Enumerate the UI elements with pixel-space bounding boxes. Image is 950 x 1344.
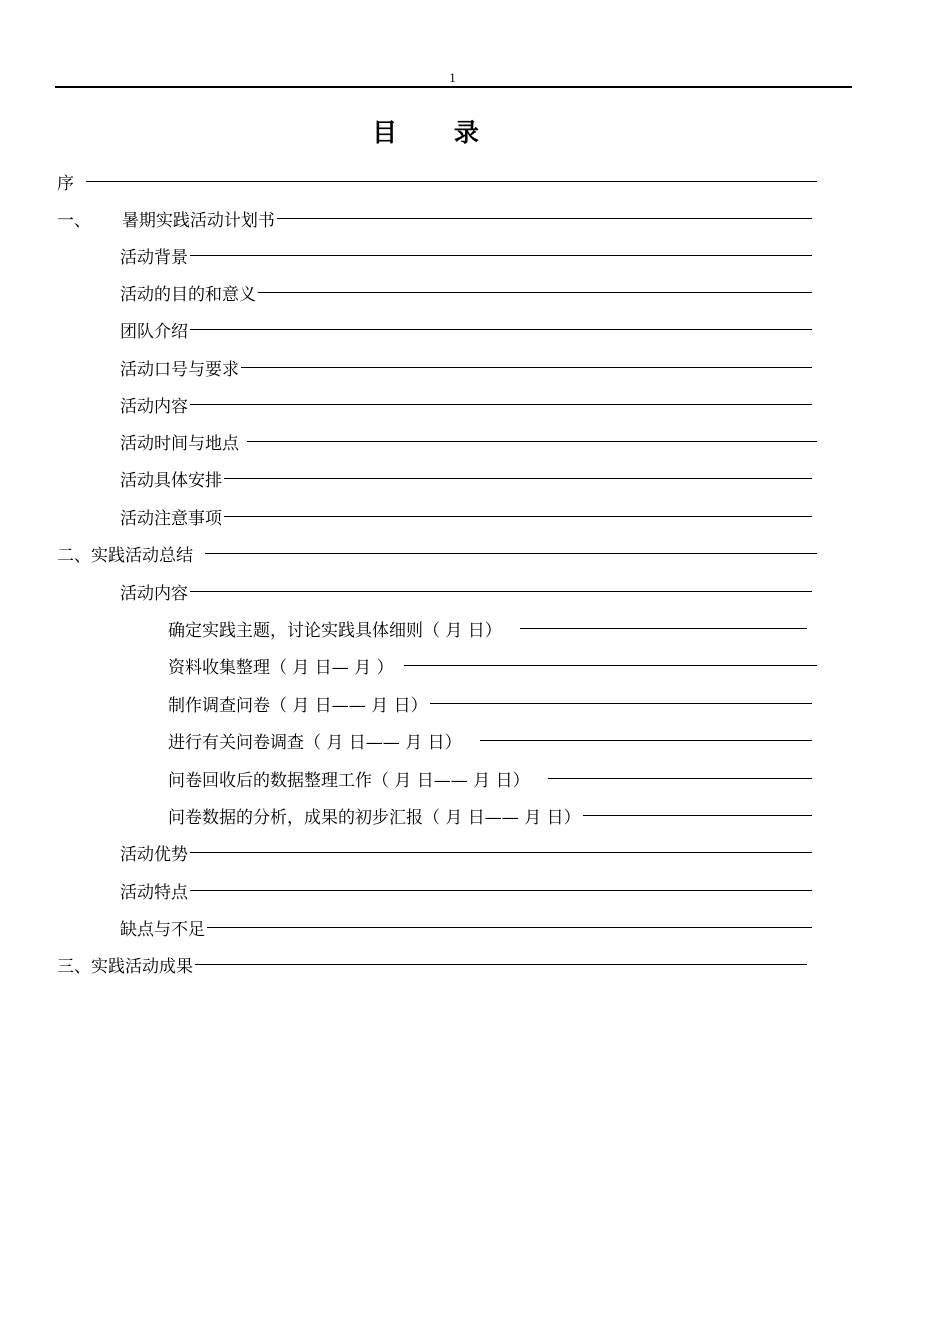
- toc-leader: [190, 890, 812, 891]
- toc-entry-label: 活动具体安排: [120, 470, 222, 491]
- toc-entry[interactable]: [120, 909, 812, 945]
- toc-leader: [247, 441, 817, 442]
- toc-entry-label: 活动内容: [120, 583, 188, 604]
- toc-entry[interactable]: [168, 610, 807, 646]
- toc-entry-label: 三、实践活动成果: [57, 956, 193, 977]
- toc-leader: [404, 665, 817, 666]
- toc-leader: [241, 367, 812, 368]
- toc-entry[interactable]: [120, 460, 812, 496]
- toc-leader: [548, 778, 812, 779]
- toc-leader: [190, 329, 812, 330]
- toc-entry-label: 二、实践活动总结: [57, 545, 193, 566]
- toc-leader: [205, 553, 817, 554]
- toc-leader: [190, 255, 812, 256]
- toc-entry-label: 活动注意事项: [120, 508, 222, 529]
- toc-entry[interactable]: [120, 834, 812, 870]
- toc-entry-section-2[interactable]: [57, 535, 817, 571]
- toc-entry[interactable]: [168, 647, 817, 683]
- toc-entry[interactable]: [120, 498, 812, 534]
- toc-entry[interactable]: [120, 311, 812, 347]
- toc-entry[interactable]: [168, 685, 812, 721]
- toc-entry-label: 活动背景: [120, 247, 188, 268]
- page-title: 目 录: [372, 118, 503, 147]
- toc-entry-label: 活动特点: [120, 882, 188, 903]
- toc-entry-label: 制作调查问卷（ 月 日—— 月 日）: [168, 695, 428, 716]
- toc-leader: [190, 404, 812, 405]
- toc-leader: [258, 292, 812, 293]
- toc-entry[interactable]: [120, 386, 812, 422]
- page-number: 1: [449, 70, 456, 85]
- toc-entry-section-1[interactable]: [57, 200, 812, 236]
- toc-entry-label: 资料收集整理（ 月 日— 月 ）: [168, 657, 394, 678]
- toc-leader: [195, 964, 807, 965]
- toc-entry[interactable]: [168, 722, 812, 758]
- toc-entry-label: 团队介绍: [120, 321, 188, 342]
- toc-entry[interactable]: [168, 797, 812, 833]
- toc-entry[interactable]: [120, 872, 812, 908]
- toc-leader: [207, 927, 812, 928]
- toc-leader: [86, 181, 817, 182]
- toc-entry[interactable]: [120, 349, 812, 385]
- toc-entry[interactable]: [120, 423, 817, 459]
- toc-entry-label: 进行有关问卷调查（ 月 日—— 月 日）: [168, 732, 462, 753]
- toc-entry-section-3[interactable]: [57, 946, 807, 982]
- toc-entry-label: 缺点与不足: [120, 919, 205, 940]
- toc-leader: [430, 703, 812, 704]
- toc-entry-label: 活动口号与要求: [120, 359, 239, 380]
- toc-leader: [520, 628, 807, 629]
- toc-leader: [190, 591, 812, 592]
- toc-entry-preface[interactable]: [57, 163, 817, 199]
- toc-entry[interactable]: [120, 573, 812, 609]
- toc-entry[interactable]: [120, 274, 812, 310]
- toc-entry-label: 一、 暑期实践活动计划书: [57, 210, 275, 231]
- header-rule: [55, 86, 852, 88]
- toc-leader: [277, 218, 812, 219]
- toc-leader: [224, 478, 812, 479]
- toc-entry[interactable]: [120, 237, 812, 273]
- toc-entry-label: 活动优势: [120, 844, 188, 865]
- toc-entry-label: 活动内容: [120, 396, 188, 417]
- toc-entry[interactable]: [168, 760, 812, 796]
- toc-entry-label: 序: [57, 173, 74, 194]
- toc-entry-label: 活动时间与地点: [120, 433, 239, 454]
- toc-leader: [583, 815, 812, 816]
- toc-entry-label: 确定实践主题，讨论实践具体细则（ 月 日）: [168, 620, 502, 641]
- toc-entry-label: 活动的目的和意义: [120, 284, 256, 305]
- toc-leader: [224, 516, 812, 517]
- toc-leader: [190, 852, 812, 853]
- toc-entry-label: 问卷回收后的数据整理工作（ 月 日—— 月 日）: [168, 770, 530, 791]
- toc-leader: [480, 740, 812, 741]
- toc-entry-label: 问卷数据的分析，成果的初步汇报（ 月 日—— 月 日）: [168, 807, 581, 828]
